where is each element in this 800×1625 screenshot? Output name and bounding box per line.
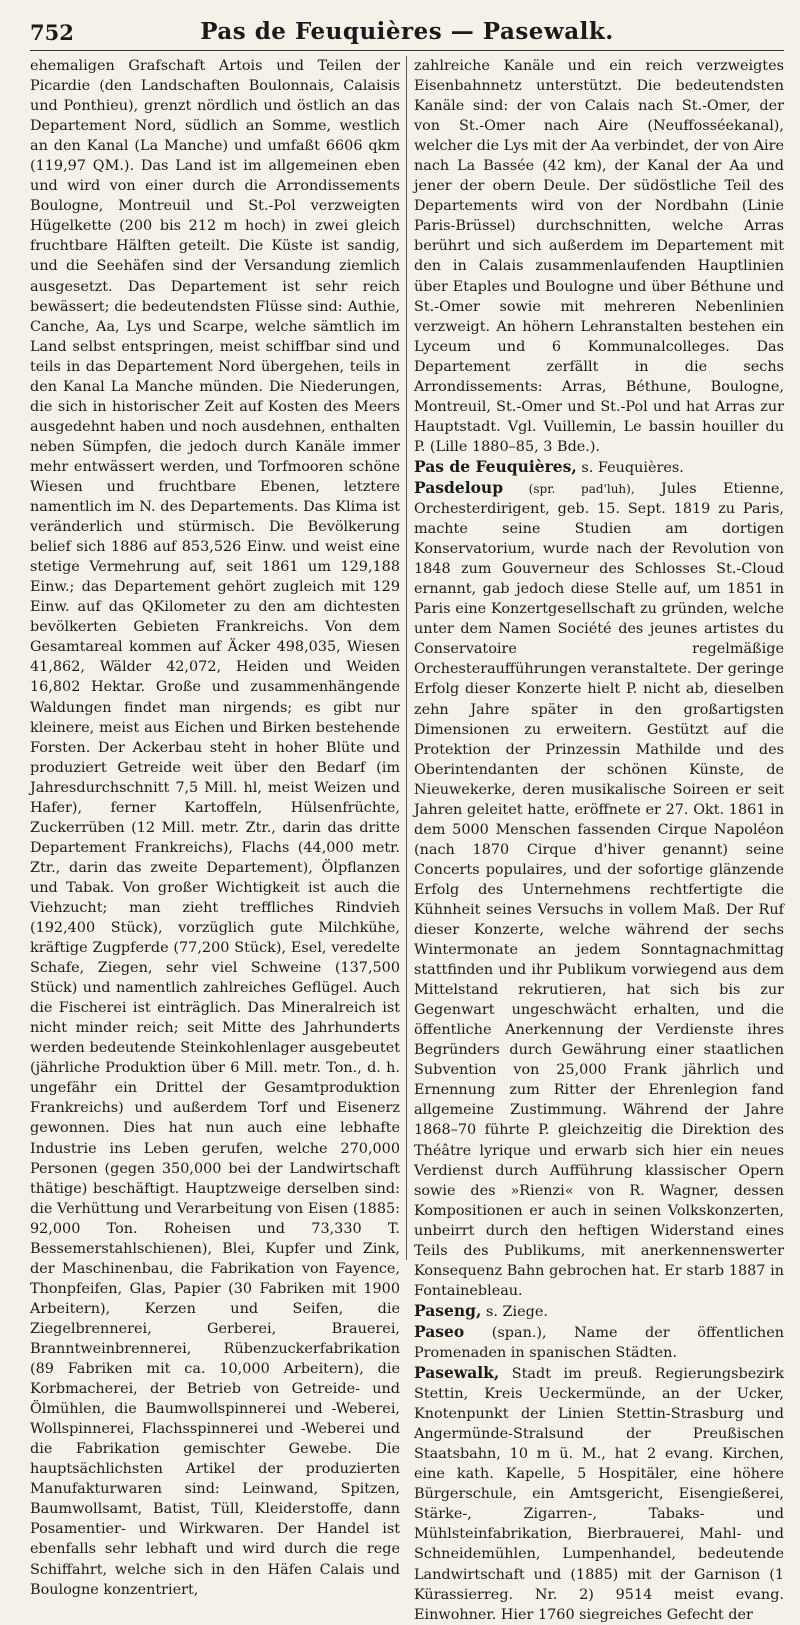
headword: Paseo	[414, 1321, 465, 1341]
entry-text: s. Feuquières.	[576, 459, 684, 476]
headword: Pasdeloup	[414, 477, 504, 497]
entry-text: Stadt im preuß. Regierungsbezirk Stettin, Kreis Ueckermünde, an der Ucker, Knotenpunkt der Linien Stettin-Strasburg und Angermünde-Stralsund der Preußischen Staatsbahn, 10 m ü. M., hat 2 evang. Kirchen, eine kath. Kapelle, 5 Hospitäler, eine höhere Bürgerschule, ein Amtsgericht, Eisengießerei, Stärke-, Zigarren-, Tabaks- und Mühlsteinfabrikation, Bierbrauerei, Mahl- und Schneidemühlen, Lumpenhandel, bedeutende Landwirtschaft und (1885) mit der Garnison (1 Kürassierreg. Nr. 2) 9514 meist evang. Einwohner. Hier 1760 siegreiches Gefecht der	[414, 1366, 784, 1623]
entry-pas-de-feuquieres	[414, 457, 784, 478]
entry-pasdeloup	[414, 478, 784, 1301]
running-title: Pas de Feuquières — Pasewalk.	[200, 18, 614, 45]
entry-paseng	[414, 1301, 784, 1322]
entry-pasewalk	[414, 1363, 784, 1625]
article-continuation-pas-de-calais: ehemaligen Grafschaft Artois und Teilen der Picardie (den Landschaften Boulonnais, Calaisis und Ponthieu), grenzt nördlich und östlich an das Departement Nord, südlich an Somme, westlich an den Kanal (La Manche) und umfaßt 6606 qkm (119,97 QM.). Das Land ist im allgemeinen eben und wird von einer durch die Arrondissements Boulogne, Montreuil und St.-Pol verzweigten Hügelkette (200 bis 212 m hoch) in zwei gleich fruchtbare Hälften geteilt. Die Küste ist sandig, und die Seehäfen sind der Versandung ziemlich ausgesetzt. Das Departement ist sehr reich bewässert; die bedeutendsten Flüsse sind: Authie, Canche, Aa, Lys und Scarpe, welche sämtlich im Land selbst entspringen, meist schiffbar sind und teils in das Departement Nord übergehen, teils in den Kanal La Manche münden. Die Niederungen, die sich in historischer Zeit auf Kosten des Meers ausgedehnt haben und noch ausdehnen, enthalten neben Sümpfen, die jedoch durch Kanäle immer mehr entwässert werden, und Torfmooren schöne Wiesen und fruchtbare Ebenen, letztere namentlich im N. des Departements. Das Klima ist veränderlich und stürmisch. Die Bevölkerung belief sich 1886 auf 853,526 Einw. und weist eine stetige Vermehrung auf, seit 1861 um 129,188 Einw.; das Departement gehört zugleich mit 129 Einw. auf das QKilometer zu den am dichtesten bevölkerten Gebieten Frankreichs. Von dem Gesamtareal kommen auf Äcker 498,035, Wiesen 41,862, Wälder 42,072, Heiden und Weiden 16,802 Hektar. Große und zusammenhängende Waldungen findet man nirgends; es gibt nur kleinere, meist aus Eichen und Birken bestehende Forsten. Der Ackerbau steht in hoher Blüte und produziert Getreide weit über den Bedarf (im Jahresdurchschnitt 7,5 Mill. hl, meist Weizen und Hafer), ferner Kartoffeln, Hülsenfrüchte, Zuckerrüben (12 Mill. metr. Ztr., darin das dritte Departement Frankreichs), Flachs (44,000 metr. Ztr., darin das zweite Departement), Ölpflanzen und Tabak. Von großer Wichtigkeit ist auch die Viehzucht; man zieht treffliches Rindvieh (192,400 Stück), vorzüglich gute Milchkühe, kräftige Zugpferde (77,200 Stück), Esel, veredelte Schafe, Ziegen, sehr viel Schweine (137,500 Stück) und namentlich zahlreiches Geflügel. Auch die Fischerei ist einträglich. Das Mineralreich ist nicht minder reich; seit Mitte des Jahrhunderts werden bedeutende Steinkohlenlager ausgebeutet (jährliche Produktion über 6 Mill. metr. Ton., d. h. ungefähr ein Drittel der Gesamtproduktion Frankreichs) und außerdem Torf und Eisenerz gewonnen. Dies hat nun auch eine lebhafte Industrie ins Leben gerufen, welche 270,000 Personen (gegen 350,000 bei der Landwirtschaft thätige) beschäftigt. Hauptzweige derselben sind: die Verhüttung und Verarbeitung von Eisen (1885: 92,000 Ton. Roheisen und 73,330 T. Bessemerstahlschienen), Blei, Kupfer und Zink, der Maschinenbau, die Fabrikation von Fayence, Thonpfeifen, Glas, Papier (30 Fabriken mit 1900 Arbeitern), Kerzen und Seifen, die Ziegelbrennerei, Gerberei, Brauerei, Branntweinbrennerei, Rübenzuckerfabrikation (89 Fabriken mit ca. 10,000 Arbeitern), die Korbmacherei, der Betrieb von Getreide- und Ölmühlen, die Baumwollspinnerei und -Weberei, Wollspinnerei, Flachsspinnerei und -Weberei und die Fabrikation gemischter Gewebe. Die hauptsächlichsten Artikel der produzierten Manufakturwaren sind: Leinwand, Spitzen, Baumwollsamt, Batist, Tüll, Kleiderstoffe, dann Posamentier- und Wirkwaren. Der Handel ist ebenfalls sehr lebhaft und wird durch die rege Schiffahrt, welche sich in den Häfen Calais und Boulogne konzentriert,	[30, 58, 400, 1598]
dictionary-page	[30, 14, 784, 1623]
entry-paseo	[414, 1322, 784, 1363]
column-divider	[406, 56, 407, 1260]
left-column	[30, 56, 400, 1598]
headword: Pasewalk,	[414, 1363, 500, 1383]
entry-text: (span.), Name der öffentlichen Promenaden in spanischen Städten.	[414, 1324, 784, 1361]
page-number: 752	[30, 20, 74, 45]
entry-text: s. Ziege.	[481, 1303, 548, 1320]
right-column	[414, 56, 784, 1623]
entry-text: Jules Etienne, Orchesterdirigent, geb. 15. Sept. 1819 zu Paris, machte seine Studien am dortigen Konservatorium, wurde nach der Revolution von 1848 zum Gouverneur des Schlosses St.-Cloud ernannt, gab jedoch diese Stelle auf, um 1851 in Paris eine Konzertgesellschaft zu gründen, welche unter dem Namen Société des jeunes artistes du Conservatoire regelmäßige Orchesteraufführungen veranstaltete. Der geringe Erfolg dieser Konzerte hielt P. nicht ab, dieselben zehn Jahre später in den großartigsten Dimensionen zu erweitern. Gestützt auf die Protektion der Prinzessin Mathilde und des Oberintendanten der schönen Künste, de Nieuwekerke, deren musikalische Soireen er seit Jahren geleitet hatte, eröffnete er 27. Okt. 1861 in dem 5000 Menschen fassenden Cirque Napoléon (nach 1870 Cirque d'hiver genannt) seine Concerts populaires, und der sofortige glänzende Erfolg des Unternehmens rechtfertigte die Kühnheit seines Versuchs in vollem Maß. Der Ruf dieser Konzerte, welche während der sechs Wintermonate an jedem Sonntagnachmittag stattfinden und ihr Publikum vorwiegend aus dem Mittelstand rekrutieren, hat sich bis zur Gegenwart ungeschwächt erhalten, und die öffentliche Anerkennung der Verdienste ihres Begründers durch Gewährung einer staatlichen Subvention von 25,000 Frank jährlich und Ernennung zum Ritter der Ehrenlegion fand allgemeine Zustimmung. Während der Jahre 1868–70 führte P. gleichzeitig die Direktion des Théâtre lyrique und erwarb sich hier ein neues Verdienst durch Aufführung klassischer Opern sowie des »Rienzi« von R. Wagner, dessen Kompositionen er auch in seinen Volkskonzerten, unbeirrt durch den heftigen Widerstand eines Teils des Publikums, mit anerkennenswerter Konsequenz Bahn gebrochen hat. Er starb 1887 in Fontainebleau.	[414, 480, 784, 1299]
headword: Paseng,	[414, 1300, 482, 1320]
text-columns	[30, 56, 784, 1623]
pronunciation: (spr. pad'luh),	[503, 481, 635, 496]
page-header	[30, 14, 784, 51]
headword: Pas de Feuquières,	[414, 456, 577, 476]
article-continuation-pas-de-calais-end: zahlreiche Kanäle und ein reich verzweigtes Eisenbahnnetz unterstützt. Die bedeutendsten Kanäle sind: der von Calais nach St.-Omer, der von St.-Omer nach Aire (Neuffosséekanal), welcher die Lys mit der Aa verbindet, der von Aire nach La Bassée (42 km), der Kanal der Aa und jener der obern Deule. Der südöstliche Teil des Departements wird von der Nordbahn (Linie Paris-Brüssel) durchschnitten, welche Arras berührt und sich außerdem im Departement mit den in Calais zusammenlaufenden Hauptlinien über Etaples und Boulogne und über Béthune und St.-Omer sowie mit mehreren Nebenlinien verzweigt. An höhern Lehranstalten bestehen ein Lyceum und 6 Kommunalcolleges. Das Departement zerfällt in die sechs Arrondissements: Arras, Béthune, Boulogne, Montreuil, St.-Omer und St.-Pol und hat Arras zur Hauptstadt. Vgl. Vuillemin, Le bassin houiller du P. (Lille 1880–85, 3 Bde.).	[414, 58, 784, 455]
